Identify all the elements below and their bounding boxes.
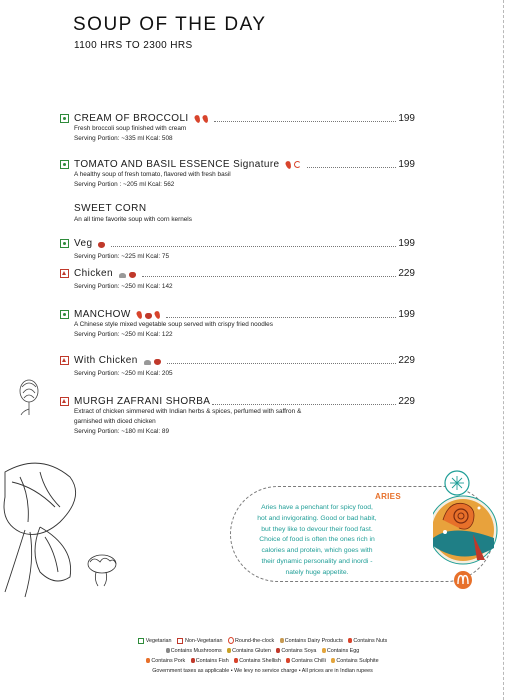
legend-item: [177, 638, 222, 644]
soya-icon: [276, 648, 280, 653]
item-name: Chicken: [74, 268, 113, 279]
aries-description: [232, 503, 402, 579]
non-veg-icon: [60, 397, 69, 406]
legend-label: Non-Vegetarian: [185, 638, 223, 644]
legend-label: Contains Egg: [326, 648, 360, 654]
legend-label: Vegetarian: [145, 638, 172, 644]
item-description: A Chinese style mixed vegetable soup served with crispy fried noodles: [74, 321, 273, 328]
aries-line: but they like to devour their food fast.: [261, 525, 373, 533]
menu-item-sweet-corn-veg: [60, 236, 415, 262]
chilli-icon: [153, 310, 160, 319]
legend-item: [234, 658, 281, 664]
legend-label: Contains Shellish: [239, 658, 281, 664]
chilli-icon: [135, 310, 142, 319]
item-description: Extract of chicken simmered with Indian herbs & spices, perfumed with saffron &: [74, 408, 302, 415]
dot-leader: [214, 121, 397, 122]
legend-label: Contains Mushrooms: [170, 648, 222, 654]
legend-footer: Government taxes as applicable • We levy no service charge • All prices are in Indian rupees: [152, 668, 373, 674]
aries-line: their dynamic personality and inordi -: [261, 557, 373, 565]
item-portion: Serving Portion: ~225 ml Kcal: 75: [74, 253, 170, 260]
legend-item: [166, 648, 222, 654]
item-name: Veg: [74, 238, 93, 249]
legend-item: [322, 648, 359, 654]
legend-label: Round-the-clock: [235, 638, 275, 644]
dot-leader: [142, 276, 396, 277]
mushroom-icon: [166, 648, 170, 653]
pork-icon: [146, 658, 150, 663]
nuts-icon: [348, 638, 352, 643]
item-name: MANCHOW: [74, 309, 131, 320]
legend-label: Contains Chilli: [291, 658, 326, 664]
menu-item-manchow: [60, 307, 415, 340]
aries-line: Aries have a penchant for spicy food,: [261, 504, 373, 511]
soya-icon: [154, 359, 161, 365]
legend-item: [280, 638, 343, 644]
allergen-legend: [0, 636, 525, 676]
legend-item: [146, 658, 185, 664]
page-fold-line: [503, 0, 504, 700]
item-name: CREAM OF BROCCOLI: [74, 113, 189, 124]
artichoke-sketch-icon: [14, 375, 44, 417]
egg-icon: [322, 648, 326, 653]
aries-line: nately huge appetite.: [285, 568, 349, 576]
mushroom-icon: [144, 360, 151, 365]
aries-line: Choice of food is often the ones rich in: [259, 536, 375, 544]
item-portion: Serving Portion: ~335 ml Kcal: 508: [74, 135, 173, 142]
item-price: 229: [398, 268, 415, 279]
legend-item: [276, 648, 316, 654]
menu-item-cream-of-broccoli: [60, 111, 415, 144]
round-the-clock-icon: [294, 161, 301, 168]
gluten-icon: [227, 648, 231, 653]
legend-item: [228, 638, 274, 644]
non-veg-icon: [177, 638, 183, 644]
legend-item: [227, 648, 271, 654]
dot-leader: [212, 404, 396, 405]
dot-leader: [167, 363, 397, 364]
soya-icon: [98, 242, 105, 248]
non-veg-icon: [60, 356, 69, 365]
item-description: Fresh broccoli soup finished with cream: [74, 125, 187, 132]
page-title: SOUP OF THE DAY: [73, 14, 267, 35]
legend-row: [0, 656, 525, 666]
item-name: With Chicken: [74, 355, 138, 366]
vegetable-sketch-icon: [0, 452, 140, 602]
item-portion: Serving Portion: ~250 ml Kcal: 205: [74, 370, 173, 377]
legend-label: Contains Dairy Products: [284, 638, 343, 644]
item-price: 199: [398, 309, 415, 320]
veg-icon: [60, 310, 69, 319]
section-description: An all time favorite soup with corn kernels: [74, 216, 192, 223]
item-price: 199: [398, 113, 415, 124]
item-portion: Serving Portion: ~250 ml Kcal: 122: [74, 331, 173, 338]
item-price: 199: [398, 159, 415, 170]
menu-item-murgh-zafrani-shorba: [60, 394, 415, 437]
veg-icon: [138, 638, 144, 644]
shellfish-icon: [234, 658, 238, 663]
service-hours: 1100 HRS TO 2300 HRS: [74, 40, 193, 51]
aries-title: ARIES: [375, 492, 401, 501]
legend-item: [348, 638, 387, 644]
veg-icon: [60, 239, 69, 248]
dot-leader: [307, 167, 397, 168]
item-name: MURGH ZAFRANI SHORBA: [74, 396, 211, 407]
non-veg-icon: [60, 269, 69, 278]
item-name: TOMATO AND BASIL ESSENCE Signature: [74, 159, 280, 170]
menu-item-sweet-corn-chicken: [60, 266, 415, 292]
item-price: 229: [398, 355, 415, 366]
legend-item: [138, 638, 172, 644]
legend-item: [286, 658, 325, 664]
legend-label: Contains Nuts: [353, 638, 388, 644]
item-portion: Serving Portion : ~205 ml Kcal: 562: [74, 181, 175, 188]
menu-item-manchow-chicken: [60, 353, 415, 379]
legend-label: Contains Soya: [281, 648, 317, 654]
item-description: A healthy soup of fresh tomato, flavored with fresh basil: [74, 171, 231, 178]
chilli-icon: [193, 114, 200, 123]
chilli-icon: [284, 160, 291, 169]
chilli-icon: [201, 114, 208, 123]
round-the-clock-icon: [228, 637, 234, 644]
sulphite-icon: [331, 658, 335, 663]
veg-icon: [60, 114, 69, 123]
legend-row: [0, 646, 525, 656]
legend-item: [331, 658, 378, 664]
dot-leader: [111, 246, 396, 247]
legend-label: Contains Pork: [151, 658, 186, 664]
mushroom-icon: [119, 273, 126, 278]
aries-zodiac-illustration: [433, 468, 507, 590]
dairy-icon: [280, 638, 284, 643]
veg-icon: [60, 160, 69, 169]
item-price: 199: [398, 238, 415, 249]
soya-icon: [145, 313, 152, 319]
item-portion: Serving Portion: ~250 ml Kcal: 142: [74, 283, 173, 290]
item-price: 229: [398, 396, 415, 407]
aries-line: hot and invigorating. Good or bad habit,: [257, 514, 377, 522]
soya-icon: [129, 272, 136, 278]
legend-label: Contains Sulphite: [336, 658, 379, 664]
legend-label: Contains Fish: [195, 658, 229, 664]
dot-leader: [166, 317, 397, 318]
legend-item: [191, 658, 229, 664]
legend-row: [0, 636, 525, 646]
aries-line: calories and protein, which goes with: [261, 547, 373, 555]
item-description-cont: garnished with diced chicken: [74, 418, 156, 425]
section-title-sweet-corn: SWEET CORN: [74, 203, 147, 214]
menu-item-tomato-basil: [60, 157, 415, 190]
legend-label: Contains Gluten: [232, 648, 271, 654]
chilli-icon: [286, 658, 290, 663]
item-portion: Serving Portion: ~180 ml Kcal: 89: [74, 428, 170, 435]
fish-icon: [191, 658, 195, 663]
